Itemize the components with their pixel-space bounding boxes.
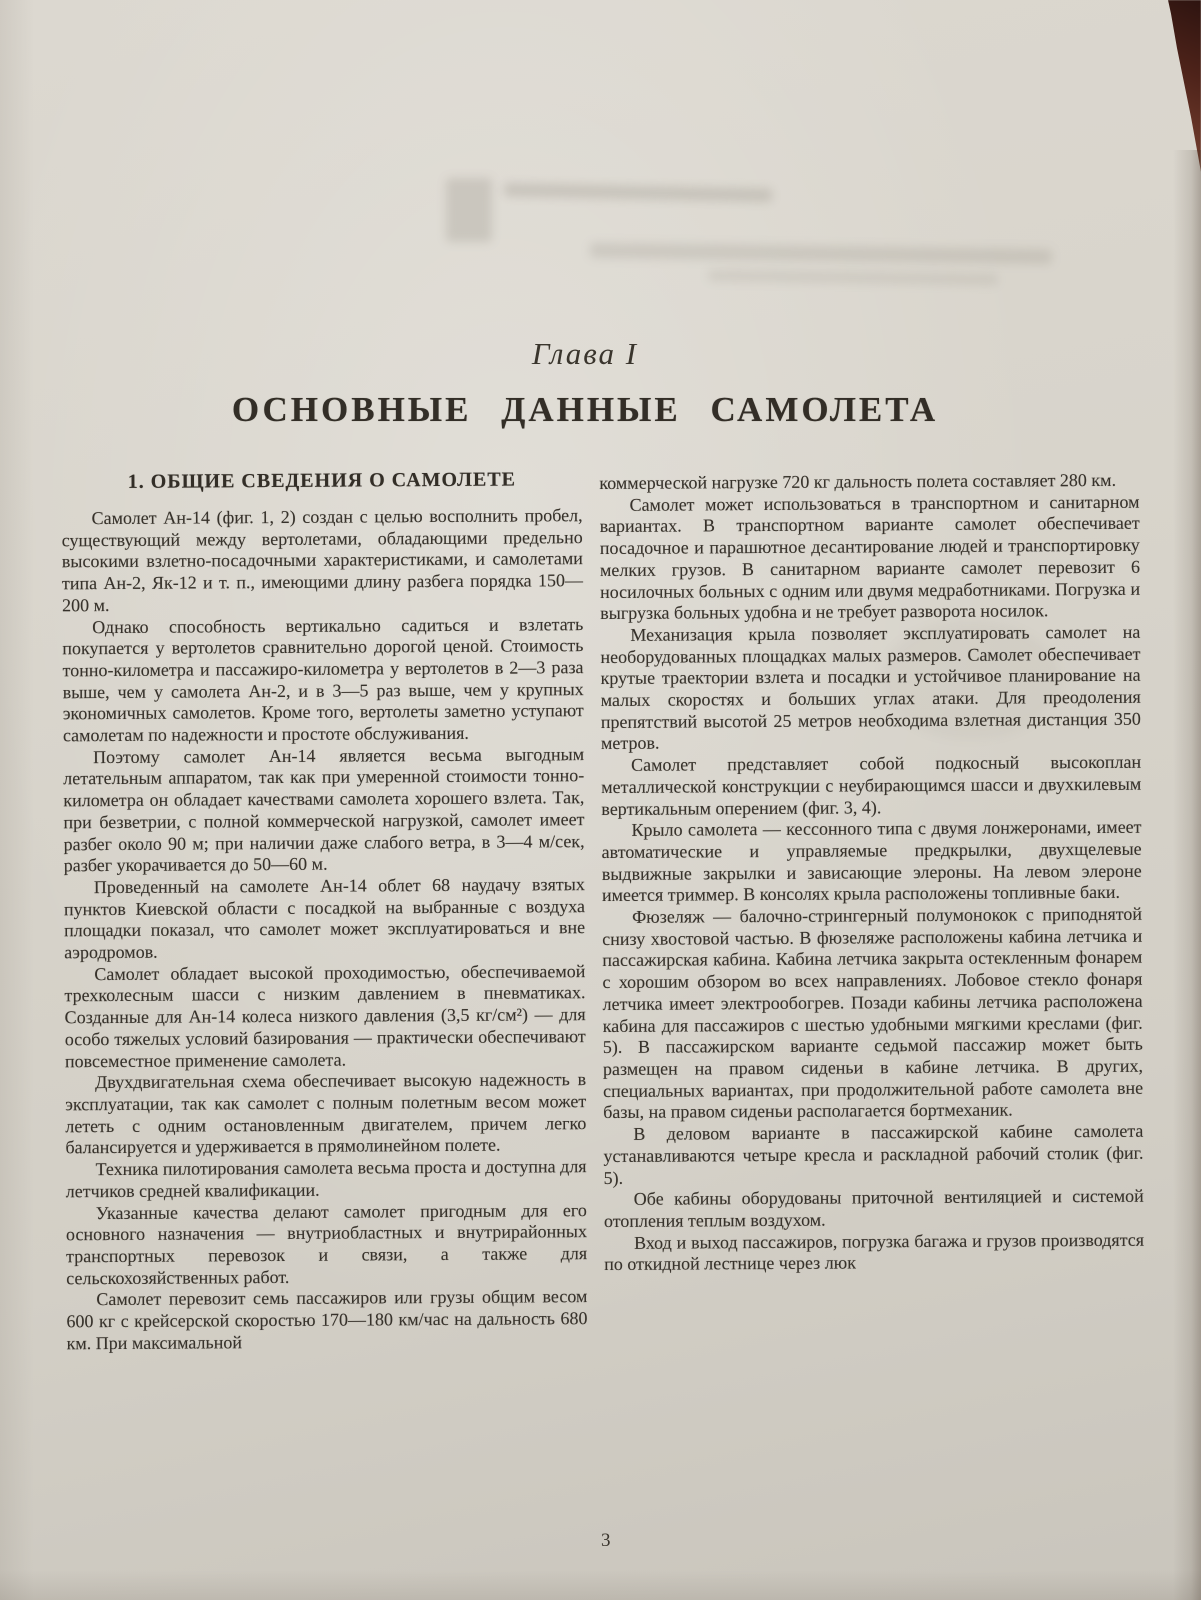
page-title: ОСНОВНЫЕ ДАННЫЕ САМОЛЕТА xyxy=(231,390,939,429)
paragraph: Обе кабины оборудованы приточной вентиляцией и системой отопления теплым воздухом. xyxy=(603,1185,1144,1231)
paragraph: Фюзеляж — балочно-стрингерный полумонокок с приподнятой снизу хвостовой частью. В фюзеляже расположены кабина летчика и пассажирская кабина. Кабина летчика закрыта остекленным фонарем с хорошим обзором во всех направлениях. Лобовое стекло фонаря летчика имеет электрообогрев. Позади кабины летчика расположена кабина для пассажиров с шестью удобными мягкими креслами (фиг. 5). В пассажирском варианте седьмой пассажир может быть размещен на правом сиденьи в кабине летчика. В других, специальных вариантах, при продолжительной работе самолета вне базы, на правом сиденьи располагается бортмеханик. xyxy=(602,903,1144,1123)
paragraph: Крыло самолета — кессонного типа с двумя лонжеронами, имеет автоматические и управляемые предкрылки, двухщелевые выдвижные закрылки и зависающие элероны. На левом элероне имеется триммер. В консолях крыла расположены топливные баки. xyxy=(601,816,1142,906)
showthrough-artifact xyxy=(590,243,1052,264)
paragraph: Самолет перевозит семь пассажиров или грузы общим весом 600 кг с крейсерской скоростью 170—180 км/час на дальность 680 км. При максимальной xyxy=(66,1286,588,1354)
paragraph: Техника пилотирования самолета весьма проста и доступна для летчиков средней квалификации. xyxy=(65,1156,587,1202)
page-edge-shadow-bottom xyxy=(0,1570,1201,1600)
paragraph: Указанные качества делают самолет пригодным для его основного назначения — внутриобластных и внутрирайонных транспортных перевозок и связи, а также для сельскохозяйственных работ. xyxy=(65,1199,588,1288)
page-number: 3 xyxy=(601,1530,611,1551)
paragraph: Самолет представляет собой подкосный высокоплан металлической конструкции с неубирающимся шасси и двухкилевым вертикальным оперением (фиг. 3, 4). xyxy=(601,751,1142,819)
paragraph: Двухдвигательная схема обеспечивает высокую надежность в эксплуатации, так как самолет с полным полетным весом может лететь с одним остановленным двигателем, причем легко балансируется и удерживается в прямолинейном полете. xyxy=(65,1069,587,1158)
paragraph: Поэтому самолет Ан-14 является весьма выгодным летательным аппаратом, так как при умеренной стоимости тонно-километра он обладает качествами самолета хорошего взлета. Так, при безветрии, с полной коммерческой нагрузкой, самолет имеет разбег около 90 м; при наличии даже слабого ветра, в 3—4 м/сек, разбег укорачивается до 50—60 м. xyxy=(63,743,585,876)
paragraph: Однако способность вертикально садиться и взлетать покупается у вертолетов сравнительно дорогой ценой. Стоимость тонно-километра и пассажиро-километра у вертолетов в 2—3 раза выше, чем у самолета Ан-2, и в 3—5 раз выше, чем у крупных экономичных самолетов. Кроме того, вертолеты заметно уступают самолетам по надежности и простоте обслуживания. xyxy=(62,613,584,746)
paragraph: Проведенный на самолете Ан-14 облет 68 наудачу взятых пунктов Киевской области с посадкой на выбранные с воздуха площадки показал, что самолет может эксплуатироваться и вне аэродромов. xyxy=(63,874,586,963)
text-columns xyxy=(61,465,1144,1355)
left-column-text xyxy=(62,505,588,1355)
page-edge-shadow-left xyxy=(0,0,34,1600)
showthrough-artifact xyxy=(446,178,492,242)
section-heading: 1. ОБЩИЕ СВЕДЕНИЯ О САМОЛЕТЕ xyxy=(127,468,517,493)
showthrough-artifact xyxy=(708,270,998,285)
right-column-text xyxy=(599,470,1144,1276)
paragraph: коммерческой нагрузке 720 кг дальность полета составляет 280 км. xyxy=(599,469,1117,494)
paragraph: Самолет Ан-14 (фиг. 1, 2) создан с целью восполнить пробел, существующий между вертолетами, обладающими предельно высокими взлетно-посадочными характеристиками, и самолетами типа Ан-2, Як-12 и т. п., имеющими длину разбега порядка 150—200 м. xyxy=(61,505,584,616)
showthrough-artifact xyxy=(504,183,772,202)
left-column xyxy=(61,468,587,1355)
cover-background-corner xyxy=(1151,0,1201,172)
paragraph: В деловом варианте в пассажирской кабине самолета устанавливаются четыре кресла и раскладной рабочий столик (фиг. 5). xyxy=(603,1120,1144,1188)
right-column xyxy=(599,465,1144,1352)
paragraph: Самолет может использоваться в транспортном и санитарном вариантах. В транспортном варианте самолет обеспечивает посадочное и парашютное десантирование людей и транспортировку мелких грузов. В санитарном варианте самолет перевозит 6 носилочных больных с одним или двумя медработниками. Погрузка и выгрузка больных удобна и не требует разворота носилок. xyxy=(599,491,1141,624)
paragraph: Механизация крыла позволяет эксплуатировать самолет на необорудованных площадках малых размеров. Самолет обеспечивает крутые траектории взлета и посадки и устойчивое планирование на малых скоростях и больших углах атаки. Для преодоления препятствий высотой 25 метров необходима взлетная дистанция 350 метров. xyxy=(600,621,1141,754)
page-edge-shadow-right xyxy=(1173,150,1201,1600)
paragraph: Вход и выход пассажиров, погрузка багажа и грузов производятся по откидной лестнице через люк xyxy=(604,1229,1145,1275)
paragraph: Самолет обладает высокой проходимостью, обеспечиваемой трехколесным шасси с низким давлением в пневматиках. Созданные для Ан-14 колеса низкого давления (3,5 кг/см²) — для особо тяжелых условий базирования — практически обеспечивают повсеместное применение самолета. xyxy=(64,960,586,1071)
chapter-heading: Глава I xyxy=(531,336,639,371)
